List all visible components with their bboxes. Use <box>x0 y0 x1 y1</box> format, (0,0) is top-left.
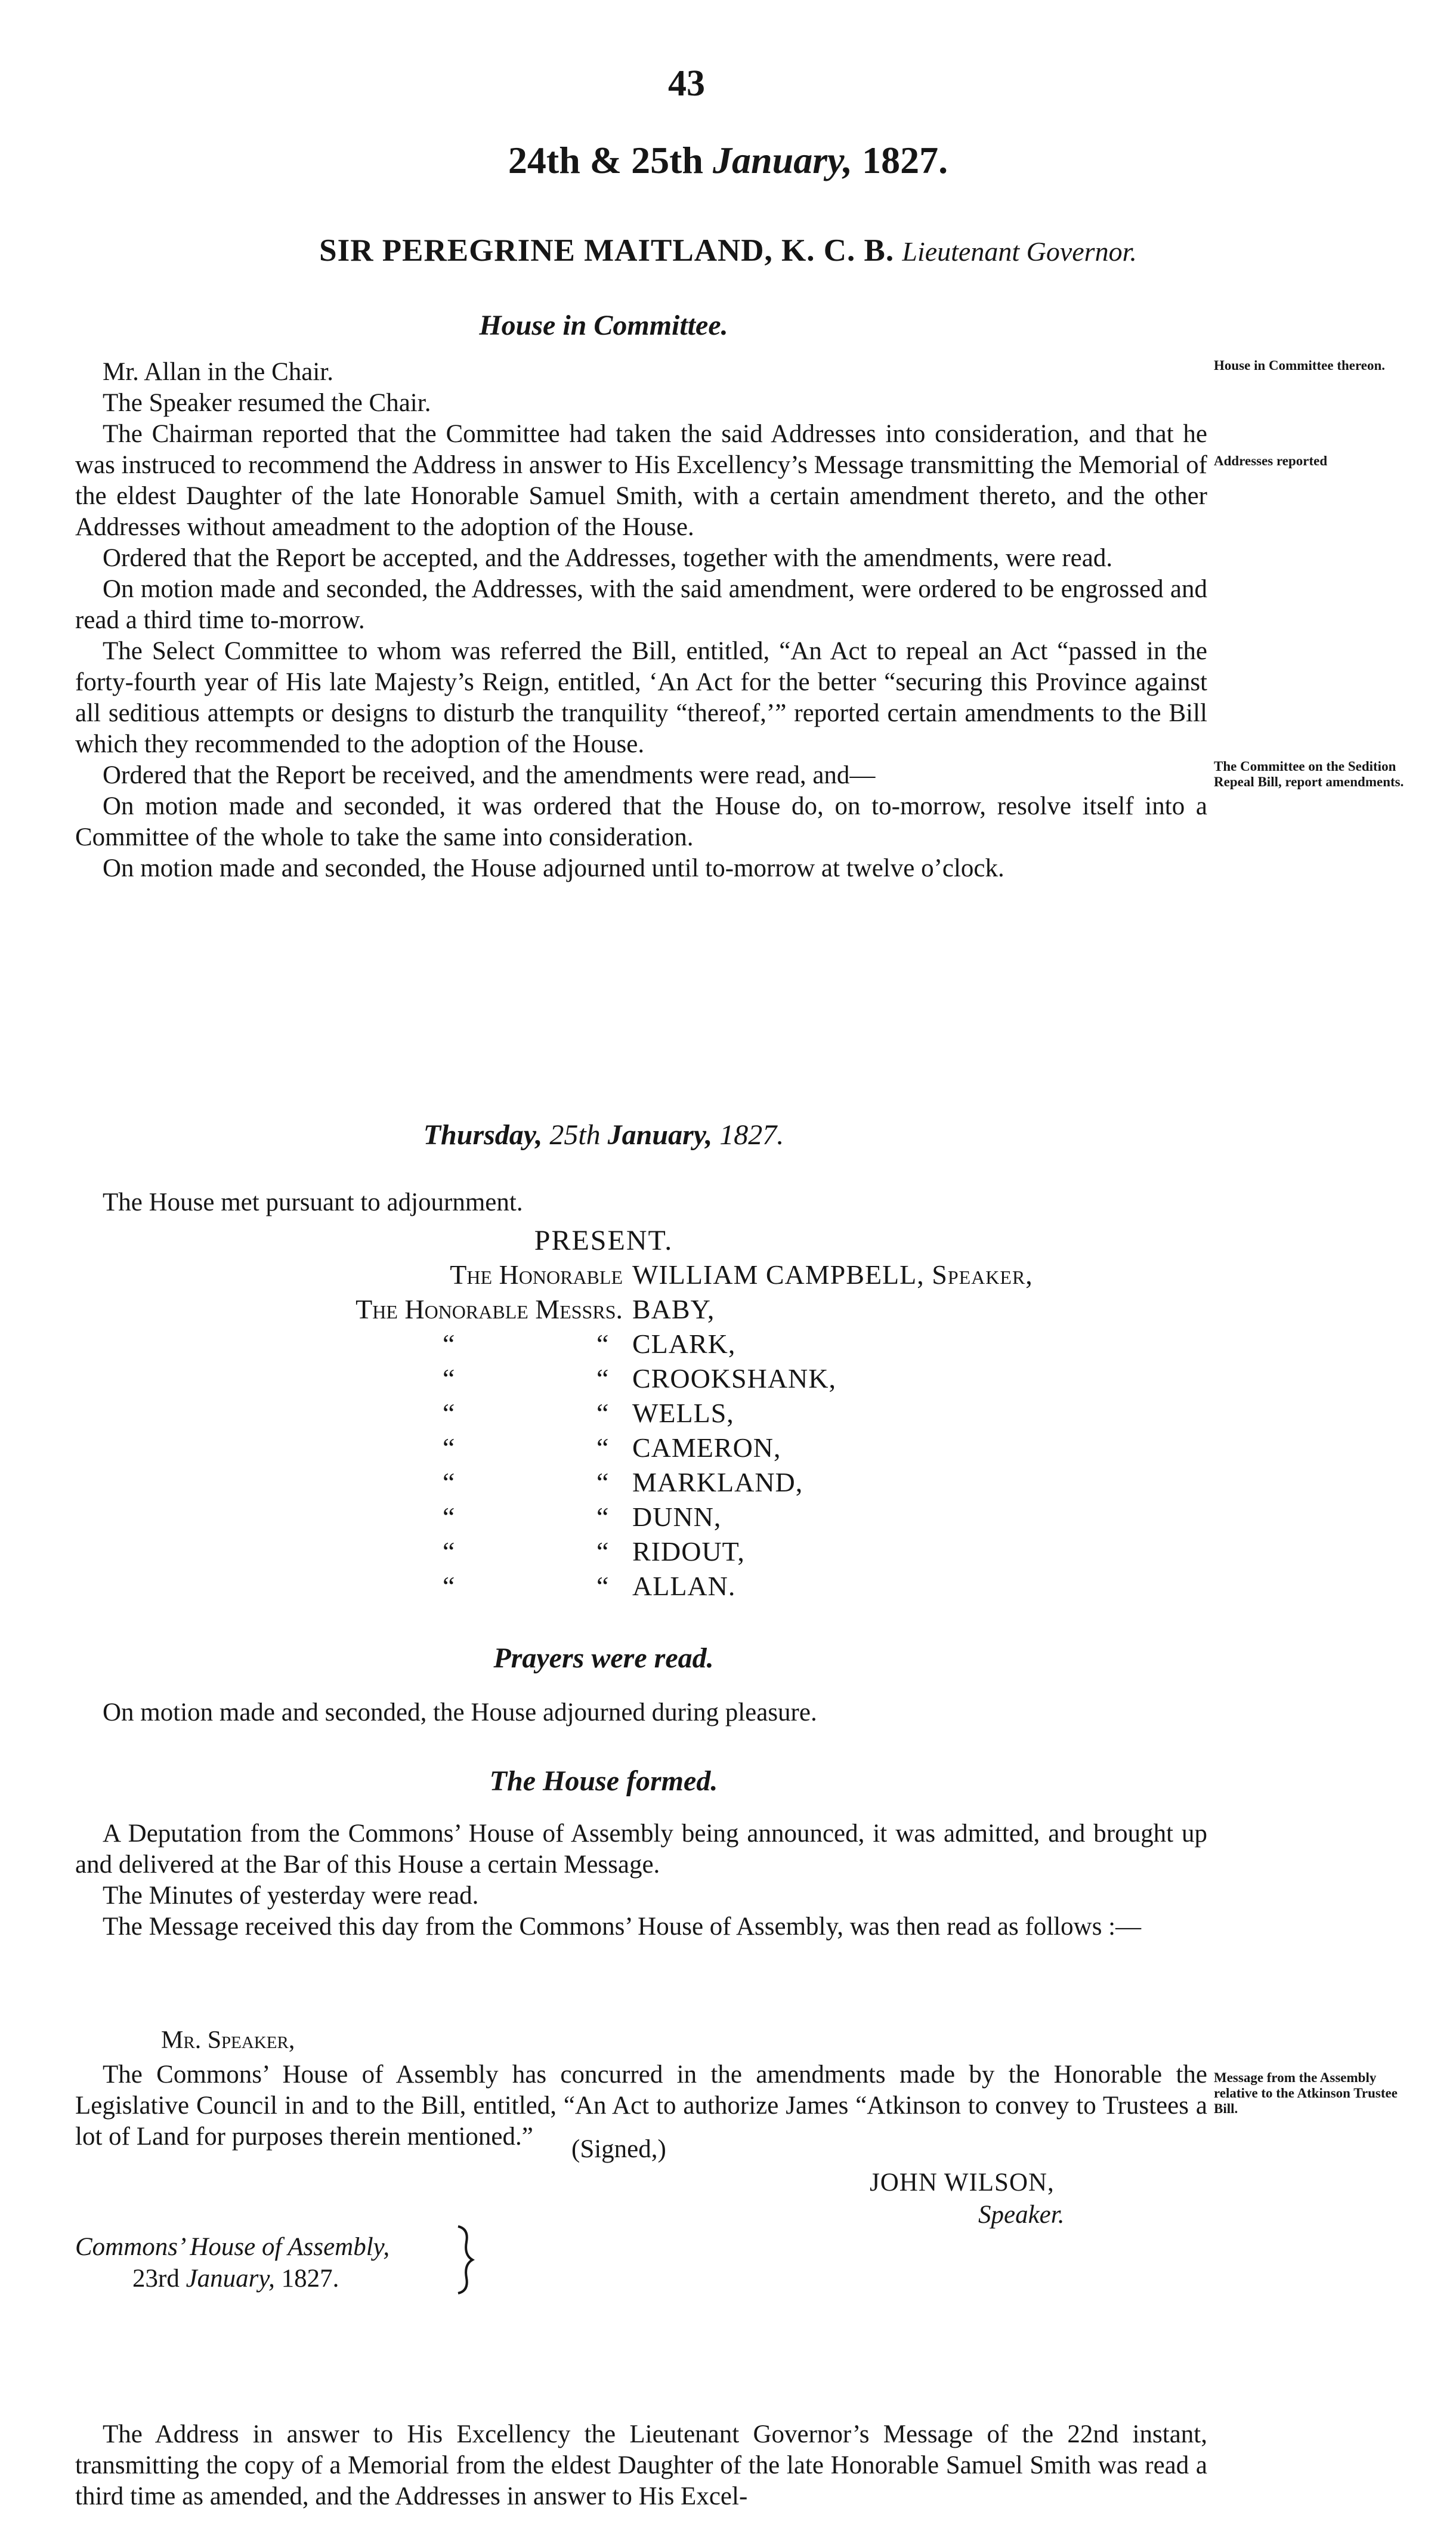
section2-body <box>75 1818 1207 1942</box>
paragraph: The Select Committee to whom was referred the Bill, entitled, “An Act to repeal an Act “passed in the forty-fourth year of His late Majesty’s Reign, entitled, ‘An Act for the better “securing this Province against all seditious attempts or designs to disturb the tranquility “thereof,’” reported certain amendments to the Bill which they recommended to the adoption of the House. <box>75 637 1207 758</box>
letter-salutation <box>161 2026 295 2055</box>
letter-date-month: January, <box>186 2265 275 2293</box>
roll-name: CROOKSHANK, <box>632 1363 836 1394</box>
final-block <box>75 2419 1207 2512</box>
ditto-mark: “ <box>596 1432 609 1463</box>
prayers-line: Prayers were read. <box>493 1642 714 1674</box>
roll-label: The Honorable <box>450 1259 623 1290</box>
ditto-mark: “ <box>596 1398 609 1428</box>
section1-body <box>75 357 1207 884</box>
signed-line: (Signed,) <box>571 2135 666 2163</box>
roll-row <box>0 1363 1207 1398</box>
paragraph: The Minutes of yesterday were read. <box>103 1882 479 1910</box>
page-number: 43 <box>668 63 705 104</box>
roll-row <box>0 1570 1207 1606</box>
paragraph: The Speaker resumed the Chair. <box>103 389 431 417</box>
roll-row <box>0 1397 1207 1433</box>
roll-row <box>0 1466 1207 1502</box>
governor-title: Lieutenant Governor. <box>902 236 1137 267</box>
paragraph: Ordered that the Report be received, and the amendments were read, and— <box>103 761 876 789</box>
date-heading-month: January, <box>713 139 853 181</box>
met-line-block <box>75 1187 1207 1218</box>
paragraph: The Chairman reported that the Committee had taken the said Addresses into consideration, and that he was instruced to recommend the Address in answer to His Excellency’s Message transmitting the Memorial of the eldest Daughter of the late Honorable Samuel Smith, with a certain amendment thereto, and the other Addresses without ameadment to the adoption of the House. <box>75 420 1207 541</box>
signer-name: JOHN WILSON, <box>870 2169 1055 2197</box>
governor-name: SIR PEREGRINE MAITLAND, K. C. B. <box>319 233 895 268</box>
letter-date-day: 23rd <box>132 2265 180 2293</box>
heading-year: 1827. <box>719 1119 784 1151</box>
paragraph: Mr. Allan in the Chair. <box>103 358 333 386</box>
roll-name: WELLS, <box>632 1398 734 1428</box>
paragraph: On motion made and seconded, the Addresses, with the said amendment, were ordered to be engrossed and read a third time to-morrow. <box>75 575 1207 634</box>
roll-name: DUNN, <box>632 1502 722 1532</box>
paragraph: The Message received this day from the Commons’ House of Assembly, was then read as follows :— <box>103 1913 1142 1941</box>
section-heading-thursday <box>0 1119 1207 1151</box>
ditto-mark: “ <box>443 1467 455 1497</box>
ditto-mark: “ <box>443 1398 455 1428</box>
met-line: The House met pursuant to adjournment. <box>103 1188 523 1216</box>
paragraph: Ordered that the Report be accepted, and the Addresses, together with the amendments, were read. <box>103 544 1113 572</box>
paragraph: On motion made and seconded, it was ordered that the House do, on to-morrow, resolve itself into a Committee of the whole to take the same into consideration. <box>75 792 1207 851</box>
present-title: PRESENT. <box>534 1225 673 1256</box>
date-heading <box>0 138 1456 183</box>
ditto-mark: “ <box>443 1502 455 1532</box>
letter-text: The Commons’ House of Assembly has concurred in the amendments made by the Honorable the Legislative Council in and to the Bill, entitled, “An Act to authorize James “Atkinson to convey to Trustees a lot of Land for purposes therein mentioned.” <box>75 2061 1207 2151</box>
speaker-name: WILLIAM CAMPBELL, <box>632 1259 925 1290</box>
roll-name: CLARK, <box>632 1329 736 1359</box>
roll-name: ALLAN. <box>632 1571 736 1601</box>
letter-date-year: 1827. <box>281 2265 339 2293</box>
section-heading-committee: House in Committee. <box>479 310 728 341</box>
roll-row <box>0 1432 1207 1468</box>
house-formed-heading: The House formed. <box>489 1765 718 1797</box>
ditto-mark: “ <box>443 1536 455 1567</box>
date-heading-year: 1827. <box>862 139 948 181</box>
letter-place: Commons’ House of Assembly, <box>75 2233 390 2261</box>
roll-row <box>0 1501 1207 1537</box>
ditto-mark: “ <box>443 1363 455 1394</box>
ditto-mark: “ <box>596 1467 609 1497</box>
roll-name: RIDOUT, <box>632 1536 745 1567</box>
curly-brace-icon <box>452 2224 482 2296</box>
margin-note: Message from the Assembly relative to the Atkinson Trustee Bill. <box>1214 2070 1398 2116</box>
ditto-mark: “ <box>596 1571 609 1601</box>
final-paragraph: The Address in answer to His Excellency the Lieutenant Governor’s Message of the 22nd instant, transmitting the copy of a Memorial from the eldest Daughter of the late Honorable Samuel Smith was read a third time as amended, and the Addresses in answer to His Excel- <box>75 2420 1207 2510</box>
margin-note: The Committee on the Sedition Repeal Bill, report amendments. <box>1214 759 1404 789</box>
salutation-text: Mr. Speaker, <box>161 2027 295 2054</box>
governor-line <box>0 233 1456 268</box>
roll-row <box>0 1536 1207 1571</box>
roll-label: The Honorable Messrs. <box>356 1294 623 1324</box>
ditto-mark: “ <box>443 1432 455 1463</box>
roll-name: MARKLAND, <box>632 1467 803 1497</box>
roll-row-messrs <box>0 1293 1207 1329</box>
roll-row-speaker <box>0 1259 1207 1295</box>
adjourn-block <box>75 1697 1207 1728</box>
ditto-mark: “ <box>596 1536 609 1567</box>
letter-date <box>132 2264 339 2293</box>
roll-name: CAMERON, <box>632 1432 781 1463</box>
date-heading-days: 24th & 25th <box>508 139 703 181</box>
roll-name: BABY, <box>632 1294 715 1324</box>
margin-note: Addresses reported <box>1214 453 1328 468</box>
adjourn-line: On motion made and seconded, the House adjourned during pleasure. <box>103 1698 817 1726</box>
heading-date: 25th <box>549 1119 601 1151</box>
margin-note: House in Committee thereon. <box>1214 358 1386 373</box>
speaker-role: Speaker, <box>932 1259 1033 1290</box>
ditto-mark: “ <box>596 1329 609 1359</box>
paragraph: A Deputation from the Commons’ House of Assembly being announced, it was admitted, and brought up and delivered at the Bar of this House a certain Message. <box>75 1820 1207 1879</box>
ditto-mark: “ <box>443 1571 455 1601</box>
roll-name <box>632 1259 1033 1290</box>
ditto-mark: “ <box>596 1363 609 1394</box>
heading-month: January, <box>607 1119 713 1151</box>
ditto-mark: “ <box>596 1502 609 1532</box>
roll-row <box>0 1328 1207 1364</box>
paragraph: On motion made and seconded, the House adjourned until to-morrow at twelve o’clock. <box>103 854 1004 882</box>
signer-title: Speaker. <box>978 2201 1065 2229</box>
heading-day: Thursday, <box>423 1119 543 1151</box>
ditto-mark: “ <box>443 1329 455 1359</box>
